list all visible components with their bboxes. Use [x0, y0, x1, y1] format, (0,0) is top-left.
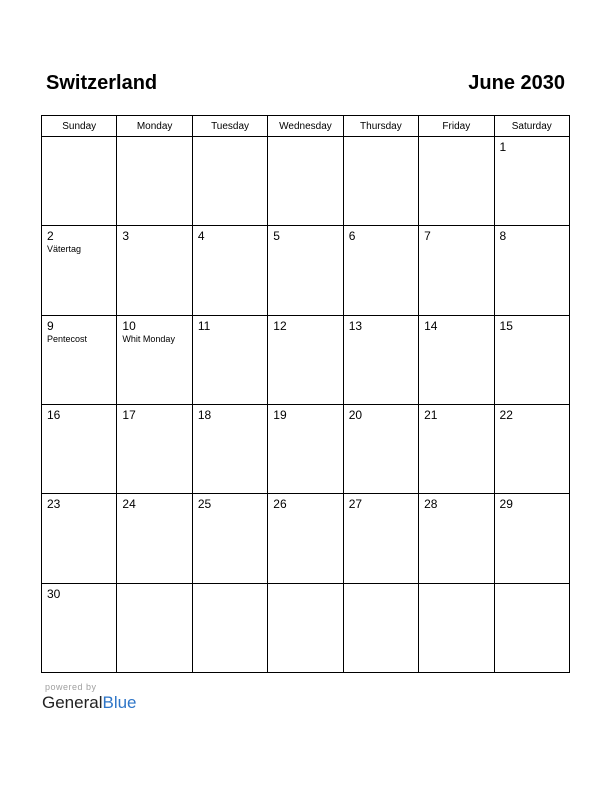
day-cell — [343, 137, 418, 226]
weekday-wednesday: Wednesday — [268, 116, 343, 137]
day-cell — [268, 583, 343, 672]
day-cell — [42, 226, 117, 315]
calendar-grid — [41, 115, 570, 673]
day-cell — [343, 404, 418, 493]
week-row — [42, 494, 570, 583]
week-row — [42, 226, 570, 315]
day-cell — [268, 137, 343, 226]
holiday-label: Whit Monday — [122, 333, 175, 344]
weekday-monday: Monday — [117, 116, 192, 137]
day-number: 14 — [424, 318, 438, 333]
day-cell — [42, 315, 117, 404]
day-number: 28 — [424, 497, 438, 512]
day-cell — [343, 315, 418, 404]
day-cell — [419, 404, 494, 493]
day-cell — [494, 315, 569, 404]
day-number: 29 — [499, 497, 513, 512]
day-cell — [42, 494, 117, 583]
day-number: 22 — [499, 407, 513, 422]
day-number: 18 — [197, 407, 212, 422]
weekday-sunday: Sunday — [42, 116, 117, 137]
day-number: 9 — [47, 318, 54, 333]
day-cell — [419, 226, 494, 315]
day-cell — [117, 137, 192, 226]
day-number: 23 — [47, 497, 61, 512]
day-cell — [494, 137, 569, 226]
day-cell — [117, 494, 192, 583]
day-cell — [117, 315, 192, 404]
day-number: 3 — [122, 229, 130, 244]
day-cell — [42, 583, 117, 672]
day-number: 13 — [348, 318, 363, 333]
week-row — [42, 404, 570, 493]
day-cell — [268, 315, 343, 404]
day-cell — [117, 583, 192, 672]
day-cell — [192, 226, 267, 315]
weekday-tuesday: Tuesday — [192, 116, 267, 137]
day-cell — [42, 404, 117, 493]
day-number: 20 — [348, 407, 363, 422]
day-cell — [419, 137, 494, 226]
day-number: 15 — [499, 318, 513, 333]
day-cell — [419, 583, 494, 672]
weekday-thursday: Thursday — [343, 116, 418, 137]
day-number: 4 — [197, 229, 205, 244]
day-cell — [117, 226, 192, 315]
day-number: 17 — [122, 407, 136, 422]
day-cell — [117, 404, 192, 493]
day-cell — [192, 404, 267, 493]
week-row — [42, 137, 570, 226]
holiday-label: Pentecost — [47, 333, 88, 344]
weekday-header-row — [42, 116, 570, 137]
day-number: 7 — [424, 229, 431, 244]
day-number: 10 — [122, 318, 136, 333]
week-row — [42, 315, 570, 404]
day-cell — [192, 494, 267, 583]
day-cell — [343, 494, 418, 583]
month-title: June 2030 — [468, 72, 565, 94]
day-number: 8 — [499, 229, 507, 244]
day-number: 11 — [197, 318, 211, 333]
brand-blue-text: Blue — [102, 693, 137, 712]
day-number: 24 — [122, 497, 136, 512]
day-number: 5 — [273, 229, 280, 244]
powered-by-label: powered by — [45, 682, 97, 692]
day-cell — [192, 315, 267, 404]
day-cell — [268, 404, 343, 493]
brand-general-text: General — [42, 693, 103, 712]
day-cell — [42, 137, 117, 226]
day-number: 26 — [273, 497, 287, 512]
day-number: 21 — [424, 407, 438, 422]
day-number: 25 — [197, 497, 212, 512]
day-number: 2 — [47, 229, 54, 244]
day-cell — [268, 494, 343, 583]
day-cell — [343, 583, 418, 672]
day-cell — [192, 137, 267, 226]
day-number: 1 — [499, 140, 507, 154]
day-cell — [268, 226, 343, 315]
weekday-friday: Friday — [419, 116, 494, 137]
day-cell — [419, 494, 494, 583]
day-number: 30 — [47, 586, 61, 601]
day-number: 6 — [348, 229, 356, 244]
day-number: 12 — [273, 318, 287, 333]
day-number: 27 — [348, 497, 363, 512]
day-number: 16 — [47, 407, 61, 422]
holiday-label: Vätertag — [47, 244, 82, 255]
country-title: Switzerland — [46, 72, 158, 94]
day-cell — [494, 583, 569, 672]
day-cell — [343, 226, 418, 315]
week-row — [42, 583, 570, 672]
day-cell — [494, 494, 569, 583]
day-cell — [494, 404, 569, 493]
weekday-saturday: Saturday — [494, 116, 569, 137]
day-cell — [419, 315, 494, 404]
day-cell — [192, 583, 267, 672]
generalblue-logo[interactable] — [42, 693, 137, 713]
day-number: 19 — [273, 407, 287, 422]
day-cell — [494, 226, 569, 315]
